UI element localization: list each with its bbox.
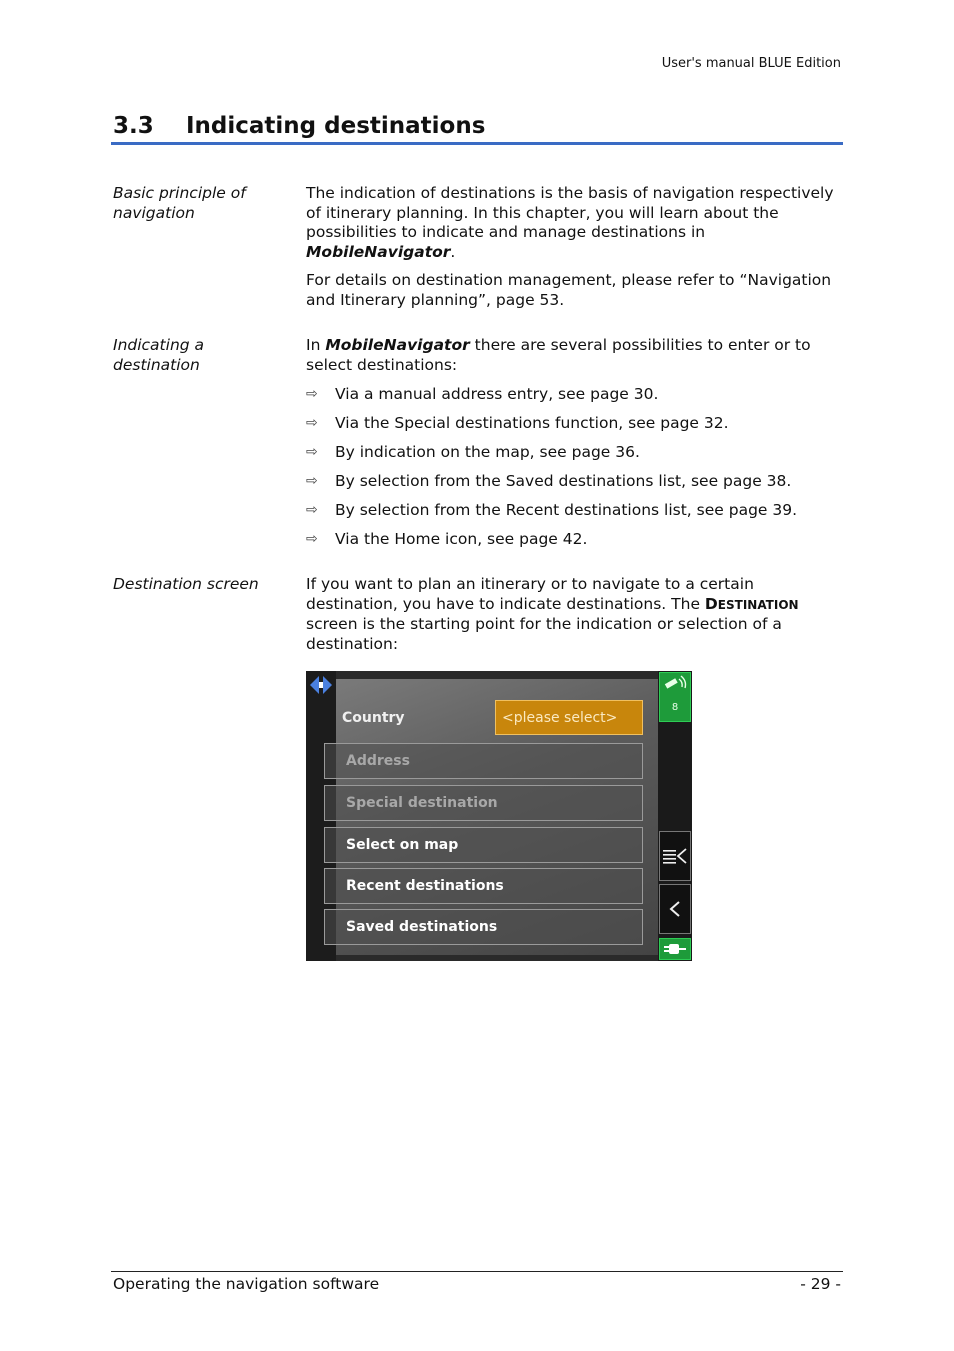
margin-label-indicating-destination: Indicating a destination: [113, 336, 205, 374]
select-on-map-button[interactable]: Select on map: [324, 827, 643, 863]
special-destination-button[interactable]: Special destination: [324, 785, 643, 821]
section-title: Indicating destinations: [186, 113, 486, 139]
indicating-destination-text: [306, 336, 843, 559]
paragraph: For details on destination management, please refer to “Navigation and Itinerary planning”, page 53.: [306, 271, 832, 309]
country-select[interactable]: <please select>: [495, 700, 643, 735]
section-number: 3.3: [113, 113, 154, 139]
list-item: ⇨ Via the Special destinations function, see page 32.: [306, 414, 729, 432]
power-plug-icon: [663, 941, 687, 957]
menu-button[interactable]: [659, 831, 691, 881]
gps-satellite-count: 8: [671, 702, 679, 713]
list-item: ⇨ By selection from the Recent destinations list, see page 39.: [306, 501, 798, 519]
page-number: - 29 -: [800, 1275, 841, 1293]
heading-rule: [111, 142, 843, 145]
arrow-bullet-icon: ⇨: [306, 444, 318, 460]
destination-screen-text: [306, 575, 843, 663]
paragraph: The indication of destinations is the basis of navigation respectively of itinerary planning. In this chapter, you will learn about the possibilities to indicate and manage destinations in MobileNavigator.: [306, 184, 834, 261]
arrow-bullet-icon: ⇨: [306, 386, 318, 402]
back-button[interactable]: [659, 884, 691, 934]
margin-label-destination-screen: Destination screen: [113, 575, 259, 593]
list-item: ⇨ By indication on the map, see page 36.: [306, 443, 640, 461]
footer-chapter: Operating the navigation software: [113, 1275, 380, 1293]
recent-destinations-button[interactable]: Recent destinations: [324, 868, 643, 904]
gps-satellite-icon: [661, 673, 689, 699]
screen-name: D: [704, 594, 718, 613]
product-name: MobileNavigator: [325, 336, 470, 354]
back-arrow-icon: [668, 900, 682, 918]
arrow-bullet-icon: ⇨: [306, 415, 318, 431]
power-status[interactable]: [659, 938, 691, 960]
arrow-bullet-icon: ⇨: [306, 502, 318, 518]
arrow-bullet-icon: ⇨: [306, 531, 318, 547]
running-header: User's manual BLUE Edition: [661, 56, 841, 71]
basic-principle-text: [306, 184, 843, 319]
product-name: MobileNavigator: [306, 242, 451, 261]
destination-methods-list: [306, 385, 843, 559]
menu-list-icon: [662, 846, 688, 866]
destination-screen-screenshot: [306, 671, 692, 961]
paragraph: If you want to plan an itinerary or to navigate to a certain destination, you have to indicate destinations. The DESTINATION screen is the starting point for the indication or selection of a destination:: [306, 575, 799, 653]
section-heading: [113, 113, 485, 139]
list-item: ⇨ By selection from the Saved destinations list, see page 38.: [306, 472, 792, 490]
list-item: ⇨ Via a manual address entry, see page 30.: [306, 385, 659, 403]
country-label: Country: [342, 710, 405, 726]
paragraph: In MobileNavigator there are several possibilities to enter or to select destinations:: [306, 336, 811, 374]
saved-destinations-button[interactable]: Saved destinations: [324, 909, 643, 945]
margin-label-basic-principle: Basic principle of navigation: [113, 184, 246, 222]
arrow-bullet-icon: ⇨: [306, 473, 318, 489]
footer-rule: [111, 1271, 843, 1272]
gps-status[interactable]: [659, 672, 691, 722]
navigation-arrows-icon[interactable]: [308, 674, 334, 696]
list-item: ⇨ Via the Home icon, see page 42.: [306, 530, 588, 548]
address-button[interactable]: Address: [324, 743, 643, 779]
